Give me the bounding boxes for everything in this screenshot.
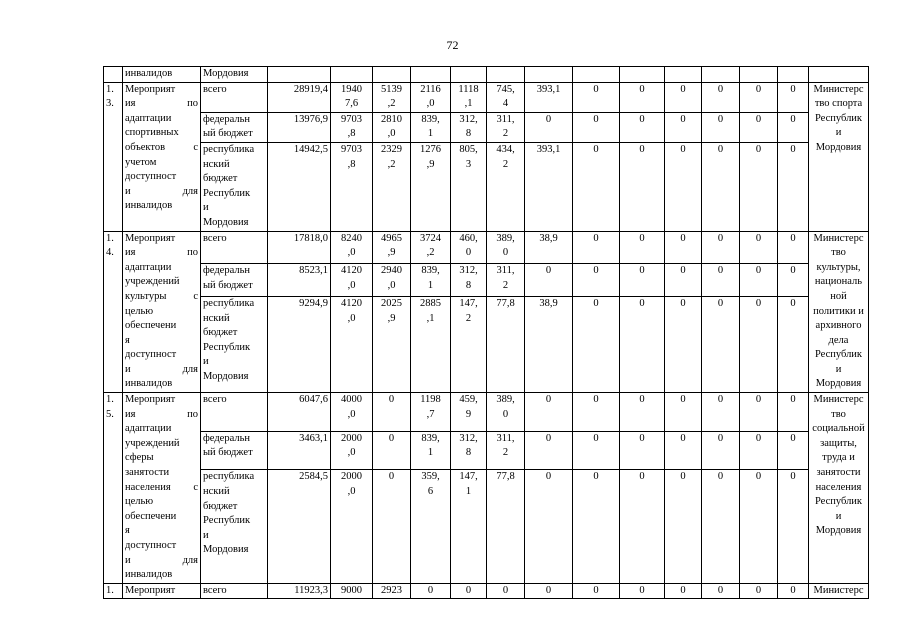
cell-value: 0 [665, 393, 702, 432]
cell-value: 0 [778, 231, 809, 264]
cell-value: 8523,1 [268, 264, 331, 297]
cell-value: 0 [778, 82, 809, 112]
cell-value [702, 67, 740, 83]
cell-value: 0 [620, 393, 665, 432]
cell-value: 2810 ,0 [373, 112, 411, 142]
cell-value: 0 [740, 297, 778, 393]
cell-value: 0 [573, 142, 620, 231]
table-row [104, 82, 869, 112]
cell-value [487, 67, 525, 83]
cell-value: 0 [373, 393, 411, 432]
cell-value: 0 [573, 231, 620, 264]
cell-funding-source: всего [201, 583, 268, 599]
table-body [104, 67, 869, 599]
table-row [104, 297, 869, 393]
cell-value: 0 [525, 470, 573, 583]
cell-value: 0 [573, 264, 620, 297]
cell-value: 389, 0 [487, 231, 525, 264]
cell-value: 0 [525, 583, 573, 599]
cell-value: 0 [740, 393, 778, 432]
cell-value: 0 [665, 231, 702, 264]
cell-value: 0 [665, 470, 702, 583]
cell-value: 0 [702, 82, 740, 112]
cell-value: 312, 8 [451, 112, 487, 142]
cell-measure-name: инвалидов [123, 67, 201, 83]
cell-value: 1276 ,9 [411, 142, 451, 231]
table-row [104, 264, 869, 297]
cell-value: 147, 1 [451, 470, 487, 583]
cell-value: 839, 1 [411, 112, 451, 142]
cell-value: 393,1 [525, 142, 573, 231]
cell-funding-source: федеральн ый бюджет [201, 431, 268, 470]
cell-value [451, 67, 487, 83]
cell-value: 3463,1 [268, 431, 331, 470]
cell-value: 0 [778, 470, 809, 583]
cell-value: 311, 2 [487, 264, 525, 297]
cell-value: 0 [740, 583, 778, 599]
cell-value: 0 [620, 264, 665, 297]
cell-num: 1. 3. [104, 82, 123, 231]
cell-value: 2000 ,0 [331, 470, 373, 583]
cell-value: 1940 7,6 [331, 82, 373, 112]
cell-value: 0 [702, 112, 740, 142]
cell-value: 9703 ,8 [331, 142, 373, 231]
cell-value: 312, 8 [451, 264, 487, 297]
cell-value: 0 [702, 142, 740, 231]
cell-value: 14942,5 [268, 142, 331, 231]
cell-value: 459, 9 [451, 393, 487, 432]
cell-value: 0 [702, 393, 740, 432]
cell-value: 0 [573, 393, 620, 432]
cell-value: 77,8 [487, 297, 525, 393]
cell-num [104, 67, 123, 83]
cell-value: 0 [665, 264, 702, 297]
cell-value: 0 [620, 142, 665, 231]
cell-funding-source: республика нский бюджет Республик и Мордовия [201, 297, 268, 393]
cell-responsible: Министерс тво спорта Республик и Мордовия [809, 82, 869, 231]
cell-value: 0 [451, 583, 487, 599]
cell-value: 2000 ,0 [331, 431, 373, 470]
cell-value [573, 67, 620, 83]
cell-value [411, 67, 451, 83]
cell-value: 0 [740, 431, 778, 470]
cell-value: 0 [573, 297, 620, 393]
cell-value [665, 67, 702, 83]
cell-value: 0 [620, 82, 665, 112]
cell-value: 0 [702, 297, 740, 393]
cell-value: 460, 0 [451, 231, 487, 264]
table-row [104, 431, 869, 470]
cell-value: 0 [525, 264, 573, 297]
cell-value: 0 [620, 583, 665, 599]
cell-value: 0 [620, 431, 665, 470]
cell-value: 0 [573, 583, 620, 599]
cell-value: 0 [573, 82, 620, 112]
cell-value: 0 [665, 82, 702, 112]
cell-measure-name: Мероприят ия по адаптации учреждений сферы занятости населения с целью обеспечени я доступност и для инвалидов [123, 393, 201, 584]
cell-responsible: Министерс тво культуры, националь ной политики и архивного дела Республик и Мордовия [809, 231, 869, 393]
cell-value: 839, 1 [411, 431, 451, 470]
cell-value: 0 [740, 82, 778, 112]
cell-value [778, 67, 809, 83]
cell-value: 0 [702, 470, 740, 583]
cell-value: 0 [665, 583, 702, 599]
cell-value: 0 [525, 431, 573, 470]
cell-value: 0 [740, 112, 778, 142]
cell-value: 4120 ,0 [331, 264, 373, 297]
cell-value: 0 [778, 431, 809, 470]
cell-value: 311, 2 [487, 431, 525, 470]
cell-value: 0 [665, 431, 702, 470]
cell-value: 0 [620, 297, 665, 393]
cell-value: 0 [525, 393, 573, 432]
cell-value: 0 [702, 583, 740, 599]
cell-value: 1198 ,7 [411, 393, 451, 432]
cell-measure-name: Мероприят ия по адаптации учреждений культуры с целью обеспечени я доступност и для инвалидов [123, 231, 201, 393]
cell-responsible: Министерс тво социальной защиты, труда и занятости населения Республик и Мордовия [809, 393, 869, 584]
cell-value: 0 [740, 142, 778, 231]
cell-num: 1. 4. [104, 231, 123, 393]
cell-value: 0 [373, 470, 411, 583]
cell-funding-source: федеральн ый бюджет [201, 112, 268, 142]
cell-value: 312, 8 [451, 431, 487, 470]
cell-value: 0 [620, 231, 665, 264]
table-row [104, 112, 869, 142]
cell-value: 0 [411, 583, 451, 599]
cell-value: 2116 ,0 [411, 82, 451, 112]
cell-value: 745, 4 [487, 82, 525, 112]
cell-funding-source: всего [201, 82, 268, 112]
cell-value: 0 [778, 393, 809, 432]
cell-value: 11923,3 [268, 583, 331, 599]
cell-value: 0 [573, 431, 620, 470]
cell-value: 38,9 [525, 231, 573, 264]
cell-value: 0 [778, 112, 809, 142]
cell-value: 5139 ,2 [373, 82, 411, 112]
cell-value: 434, 2 [487, 142, 525, 231]
cell-value: 2885 ,1 [411, 297, 451, 393]
cell-value: 6047,6 [268, 393, 331, 432]
cell-value: 0 [740, 470, 778, 583]
cell-responsible: Министерс [809, 583, 869, 599]
cell-value [268, 67, 331, 83]
cell-num: 1. [104, 583, 123, 599]
cell-value: 0 [525, 112, 573, 142]
cell-value: 393,1 [525, 82, 573, 112]
cell-value: 8240 ,0 [331, 231, 373, 264]
cell-value: 0 [778, 142, 809, 231]
cell-value: 0 [778, 264, 809, 297]
cell-value: 3724 ,2 [411, 231, 451, 264]
cell-measure-name: Мероприят ия по адаптации спортивных объектов с учетом доступност и для инвалидов [123, 82, 201, 231]
cell-value: 9000 [331, 583, 373, 599]
cell-value: 2025 ,9 [373, 297, 411, 393]
cell-value: 0 [373, 431, 411, 470]
cell-funding-source: Мордовия [201, 67, 268, 83]
cell-funding-source: федеральн ый бюджет [201, 264, 268, 297]
table-row [104, 231, 869, 264]
cell-value: 0 [778, 583, 809, 599]
cell-value: 17818,0 [268, 231, 331, 264]
cell-value: 0 [573, 470, 620, 583]
cell-value [331, 67, 373, 83]
cell-funding-source: всего [201, 231, 268, 264]
cell-value: 0 [778, 297, 809, 393]
cell-funding-source: республика нский бюджет Республик и Мордовия [201, 142, 268, 231]
cell-value: 77,8 [487, 470, 525, 583]
cell-value [373, 67, 411, 83]
table-row [104, 393, 869, 432]
cell-value: 805, 3 [451, 142, 487, 231]
cell-value: 4120 ,0 [331, 297, 373, 393]
cell-value: 2923 [373, 583, 411, 599]
table-row-bottom-continuation [104, 583, 869, 599]
cell-value: 28919,4 [268, 82, 331, 112]
cell-value: 0 [487, 583, 525, 599]
cell-value: 0 [573, 112, 620, 142]
cell-value: 0 [702, 231, 740, 264]
cell-value: 0 [620, 470, 665, 583]
cell-value: 0 [740, 231, 778, 264]
cell-funding-source: всего [201, 393, 268, 432]
table-row [104, 142, 869, 231]
cell-value [740, 67, 778, 83]
table-row [104, 470, 869, 583]
cell-funding-source: республика нский бюджет Республик и Мордовия [201, 470, 268, 583]
cell-value: 2329 ,2 [373, 142, 411, 231]
cell-responsible [809, 67, 869, 83]
cell-value: 359, 6 [411, 470, 451, 583]
cell-value: 38,9 [525, 297, 573, 393]
cell-value: 4000 ,0 [331, 393, 373, 432]
cell-value: 839, 1 [411, 264, 451, 297]
cell-value [525, 67, 573, 83]
page-number: 72 [446, 38, 459, 52]
table-row-top-continuation [104, 67, 869, 83]
cell-value: 147, 2 [451, 297, 487, 393]
cell-value: 9703 ,8 [331, 112, 373, 142]
cell-value: 13976,9 [268, 112, 331, 142]
cell-value: 0 [665, 112, 702, 142]
cell-value: 0 [665, 142, 702, 231]
cell-value: 4965 ,9 [373, 231, 411, 264]
budget-table [103, 66, 869, 599]
cell-value: 1118 ,1 [451, 82, 487, 112]
cell-value: 0 [620, 112, 665, 142]
cell-num: 1. 5. [104, 393, 123, 584]
cell-measure-name: Мероприят [123, 583, 201, 599]
cell-value: 0 [702, 431, 740, 470]
cell-value: 2940 ,0 [373, 264, 411, 297]
budget-table-wrapper [103, 66, 869, 599]
cell-value: 389, 0 [487, 393, 525, 432]
cell-value: 2584,5 [268, 470, 331, 583]
cell-value: 9294,9 [268, 297, 331, 393]
cell-value: 0 [665, 297, 702, 393]
cell-value: 0 [702, 264, 740, 297]
cell-value: 0 [740, 264, 778, 297]
cell-value [620, 67, 665, 83]
cell-value: 311, 2 [487, 112, 525, 142]
